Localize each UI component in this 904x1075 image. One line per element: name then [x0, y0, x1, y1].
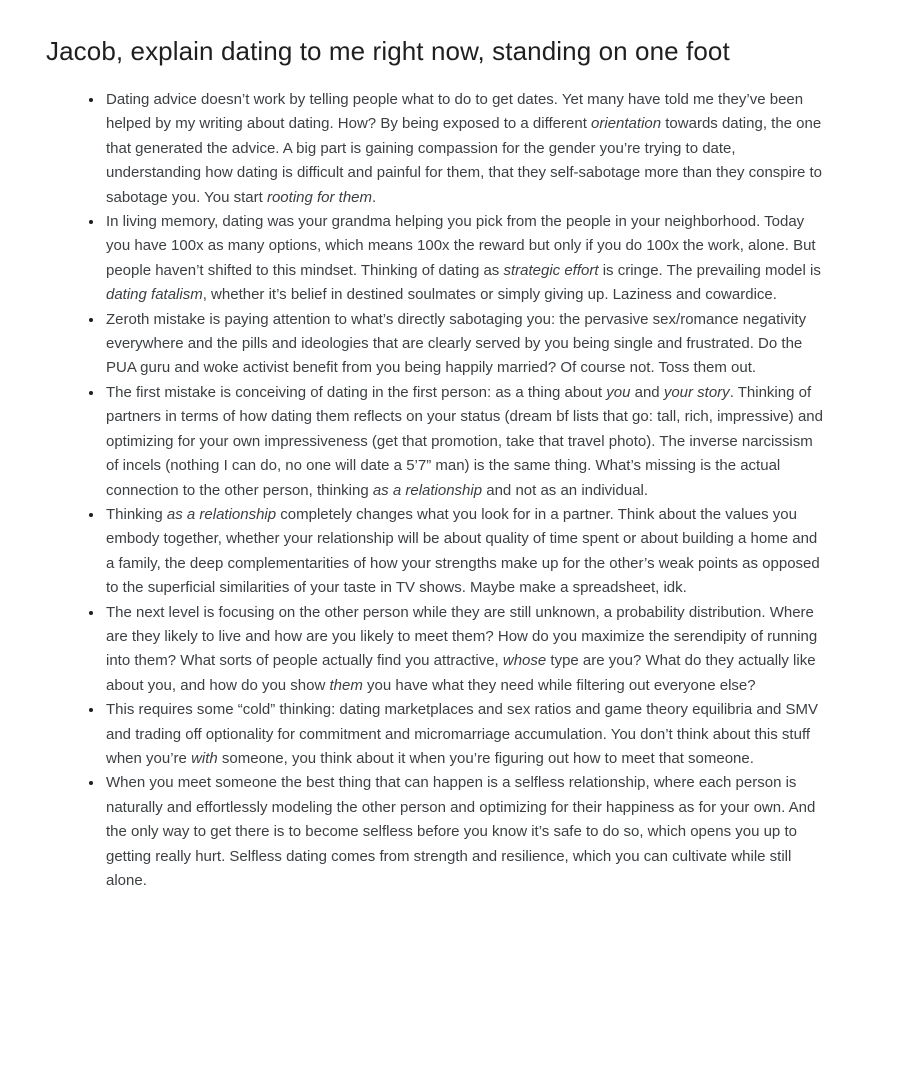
emphasis-text: strategic effort — [503, 261, 599, 279]
body-text: The next level is focusing on the other person while they are still unknown, a probability distribution. Where are they likely to live and how are you likely to meet them? How do you maximize the serendipity of running into them? What sorts of people actually find you attractive, — [106, 603, 818, 670]
list-item — [104, 308, 826, 381]
emphasis-text: with — [191, 749, 218, 767]
emphasis-text: whose — [502, 652, 547, 670]
emphasis-text: your story — [663, 383, 730, 401]
body-text: Zeroth mistake is paying attention to what’s directly sabotaging you: the pervasive sex/romance negativity everywhere and the pills and ideologies that are clearly served by you being single and frustrated. Do the PUA guru and woke activist benefit from you being happily married? Of course not. Toss them out. — [106, 310, 807, 377]
body-text: . — [372, 188, 377, 206]
body-text: In living memory, dating was your grandma helping you pick from the people in your neighborhood. Today you have 100x as many options, which means 100x the reward but only if you do 100x the work, alone. But people haven’t shifted to this mindset. Thinking of dating as — [106, 213, 816, 279]
list-item — [104, 601, 826, 699]
emphasis-text: rooting for them — [266, 188, 373, 206]
body-text: The first mistake is conceiving of dating in the first person: as a thing about — [106, 383, 607, 401]
list-item — [104, 503, 826, 601]
emphasis-text: orientation — [591, 115, 662, 133]
list-item — [104, 88, 826, 210]
body-text: , whether it’s belief in destined soulmates or simply giving up. Laziness and cowardice. — [202, 286, 777, 304]
bullet-list — [46, 88, 826, 893]
body-text: completely changes what you look for in a partner. Think about the values you embody together, whether your relationship will be about quality of time spent or about building a home and a family, the deep complementarities of how your strengths make up for the other’s weak points as opposed to the superficial similarities of your taste in TV shows. Maybe make a spreadsheet, idk. — [106, 505, 820, 597]
emphasis-text: you — [606, 383, 631, 401]
list-item — [104, 771, 826, 893]
body-text: is cringe. The prevailing model is — [598, 261, 821, 279]
list-item — [104, 210, 826, 308]
list-item — [104, 698, 826, 771]
emphasis-text: as a relationship — [372, 481, 483, 499]
body-text: type are you? What do they actually like about you, and how do you show — [106, 652, 816, 694]
body-text: towards dating, the one that generated the advice. A big part is gaining compassion for the gender you’re trying to date, understanding how dating is difficult and painful for them, that they self-sabotage more than they conspire to sabotage you. You start — [106, 115, 822, 206]
page-title: Jacob, explain dating to me right now, standing on one foot — [46, 36, 730, 66]
body-text: you have what they need while filtering out everyone else? — [362, 676, 756, 694]
body-text: This requires some “cold” thinking: dating marketplaces and sex ratios and game theory equilibria and SMV and trading off optionality for commitment and micromarriage accumulation. You don’t think about this stuff when you’re — [106, 701, 819, 767]
body-text: . Thinking of partners in terms of how dating them reflects on your status (dream bf lists that go: tall, rich, impressive) and optimizing for your own impressiveness (get that promotion, take that travel photo). The inverse narcissism of incels (nothing I can do, no one will date a 5’7” man) is the same thing. What’s missing is the actual connection to the other person, thinking — [106, 383, 823, 499]
body-text: When you meet someone the best thing that can happen is a selfless relationship, where each person is naturally and effortlessly modeling the other person and optimizing for their happiness as for your own. And the only way to get there is to become selfless before you know it’s safe to do so, which opens you up to getting really hurt. Selfless dating comes from strength and resilience, which you can cultivate while still alone. — [106, 774, 816, 889]
body-text: Dating advice doesn’t work by telling people what to do to get dates. Yet many have told me they’ve been helped by my writing about dating. How? By being exposed to a different — [106, 91, 804, 133]
body-text: and — [630, 383, 664, 401]
emphasis-text: dating fatalism — [106, 286, 203, 304]
body-text: and not as an individual. — [482, 481, 649, 499]
emphasis-text: them — [329, 676, 363, 694]
emphasis-text: as a relationship — [166, 505, 277, 523]
body-text: someone, you think about it when you’re figuring out how to meet that someone. — [217, 749, 754, 767]
body-text: Thinking — [106, 505, 167, 523]
list-item — [104, 381, 826, 503]
